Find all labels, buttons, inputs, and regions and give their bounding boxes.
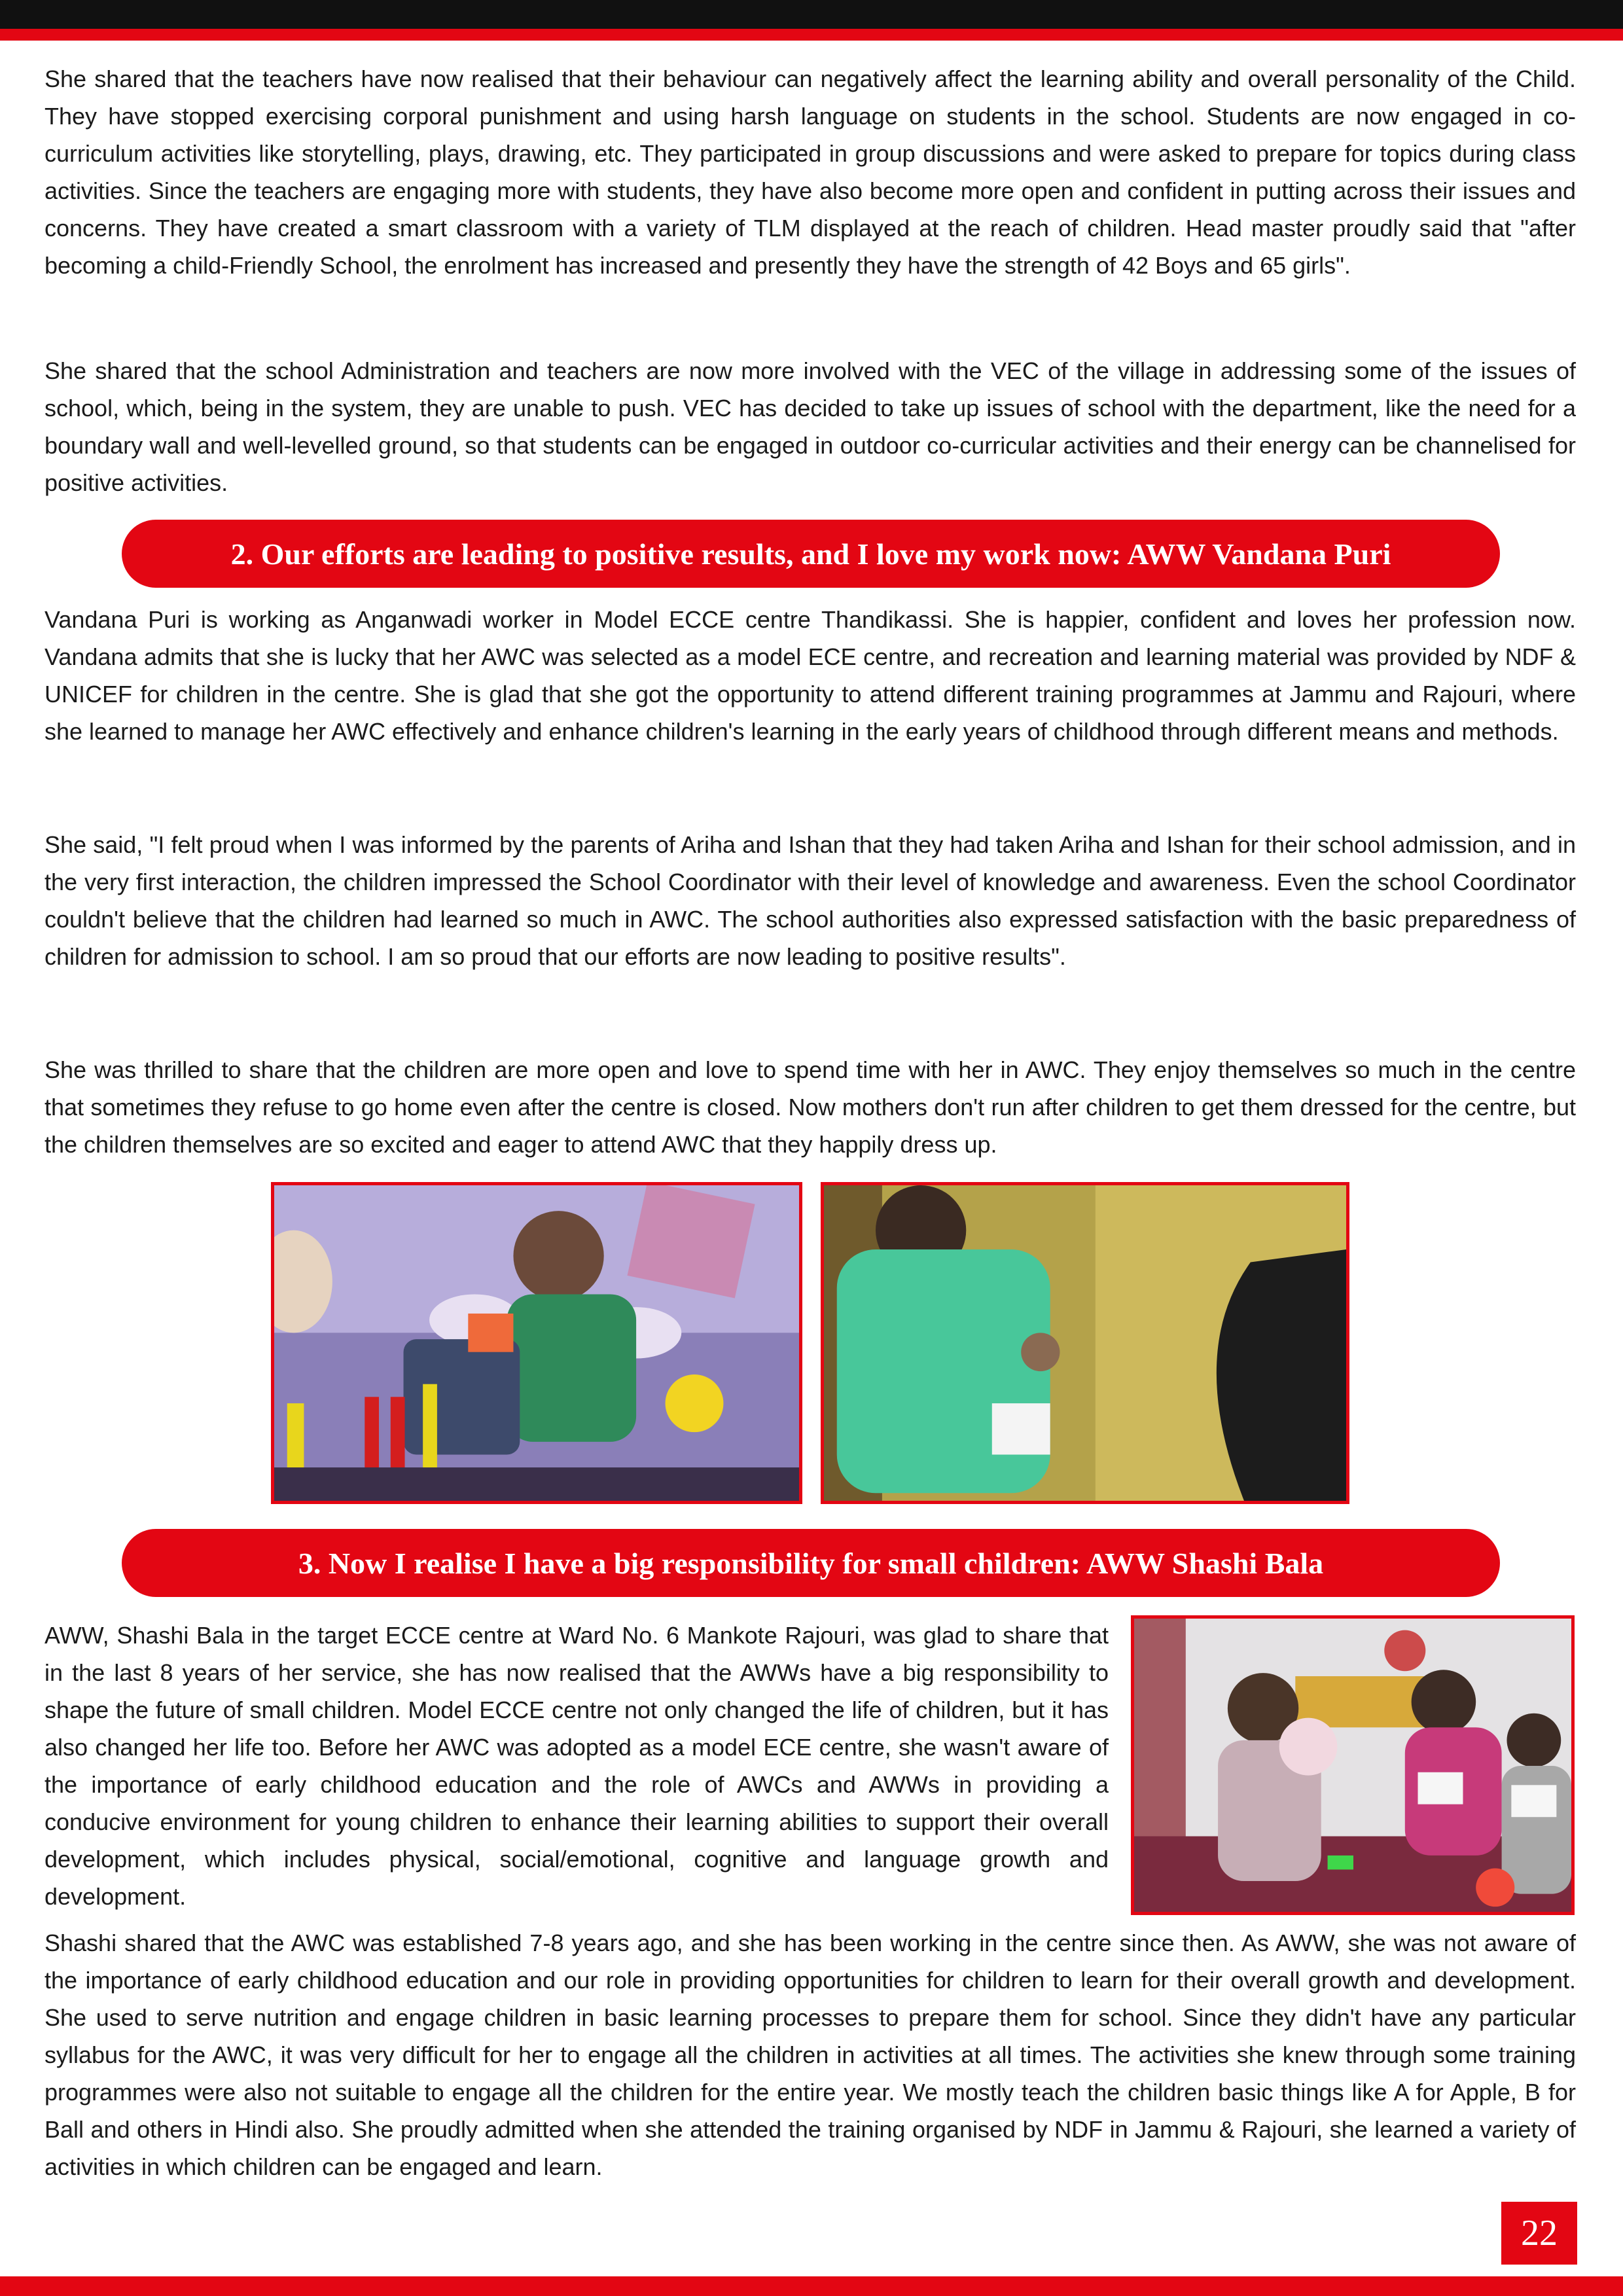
paragraph-vandana-quote: She said, "I felt proud when I was informed by the parents of Ariha and Ishan that they had taken Ariha and Ishan for their school admission, and in the very first interaction, the children impressed the School Coordinator with their level of knowledge and awareness. Even the school Coordinator couldn't believe that the children had learned so much in AWC. The school authorities also expressed satisfaction with the basic preparedness of children for admission to school. I am so proud that our efforts are now leading to positive results".	[45, 831, 1576, 970]
paragraph-shashi-intro: AWW, Shashi Bala in the target ECCE centre at Ward No. 6 Mankote Rajouri, was glad to share that in the last 8 years of her service, she has now realised that the AWWs have a big responsibility to shape the future of small children. Model ECCE centre not only changed the life of children, but it has also changed her life too. Before her AWC was adopted as a model ECE centre, she wasn't aware of the importance of early childhood education and the role of AWCs and AWWs in providing a conducive environment for young children to enhance their learning abilities to support their overall development, which includes physical, social/emotional, cognitive and language growth and development.	[45, 1622, 1109, 1910]
paragraph-teachers-behaviour: She shared that the teachers have now realised that their behaviour can negatively affect the learning ability and overall personality of the Child. They have stopped exercising corporal punishment and using harsh language on students in the school. Students are now engaged in co-curriculum activities like storytelling, plays, drawing, etc. They participated in group discussions and were asked to prepare for topics during class activities. Since the teachers are engaging more with students, they have also become more open and confident in putting across their issues and concerns. They have created a smart classroom with a variety of TLM displayed at the reach of children. Head master proudly said that "after becoming a child-Friendly School, the enrolment has increased and presently they have the strength of 42 Boys and 65 girls".	[45, 65, 1576, 279]
paragraph-children-thrilled: She was thrilled to share that the children are more open and love to spend time with her in AWC. They enjoy themselves so much in the centre that sometimes they refuse to go home even after the centre is closed. Now mothers don't run after children to get them dressed for the centre, but the children themselves are so excited and eager to attend AWC that they happily dress up.	[45, 1056, 1576, 1158]
footer-accent-bar	[0, 2276, 1623, 2296]
header-bar	[0, 0, 1623, 29]
paragraph-school-administration: She shared that the school Administration and teachers are now more involved with the VEC of the village in addressing some of the issues of school, which, being in the system, they are unable to push. VEC has decided to take up issues of school with the department, like the need for a boundary wall and well-levelled ground, so that students can be engaged in outdoor co-curricular activities and their energy can be channelised for positive activities.	[45, 357, 1576, 496]
section-heading-shashi-bala	[122, 1529, 1500, 1597]
section-heading-text: 2. Our efforts are leading to positive results, and I love my work now: AWW Vandana Puri	[230, 537, 1391, 571]
photo-child-with-id-card	[821, 1182, 1349, 1504]
page-number: 22	[1501, 2202, 1577, 2265]
photo-child-playing-blocks	[271, 1182, 802, 1504]
paragraph-vandana-intro: Vandana Puri is working as Anganwadi worker in Model ECCE centre Thandikassi. She is happier, confident and loves her profession now. Vandana admits that she is lucky that her AWC was selected as a model ECE centre, and recreation and learning material was provided by NDF & UNICEF for children in the centre. She is glad that she got the opportunity to attend different training programmes at Jammu and Rajouri, where she learned to manage her AWC effectively and enhance children's learning in the early years of childhood through different means and methods.	[45, 606, 1576, 745]
header-accent-bar	[0, 29, 1623, 41]
section-heading-text: 3. Now I realise I have a big responsibility for small children: AWW Shashi Bala	[298, 1546, 1324, 1580]
photo-children-playing-toys	[1131, 1615, 1575, 1915]
paragraph-shashi-awc-history: Shashi shared that the AWC was established 7-8 years ago, and she has been working in the centre since then. As AWW, she was not aware of the importance of early childhood education and our role in providing opportunities for children to learn for their overall growth and development. She used to serve nutrition and engage children in basic learning processes to prepare them for school. Since they didn't have any particular syllabus for the AWC, it was very difficult for her to engage all the children in activities at all times. The activities she knew through some training programmes were also not suitable to engage all the children for the entire year. We mostly teach the children basic things like A for Apple, B for Ball and others in Hindi also. She proudly admitted when she attended the training organised by NDF in Jammu & Rajouri, she learned a variety of activities in which children can be engaged and learn.	[45, 1929, 1576, 2180]
section-heading-vandana-puri	[122, 520, 1500, 588]
